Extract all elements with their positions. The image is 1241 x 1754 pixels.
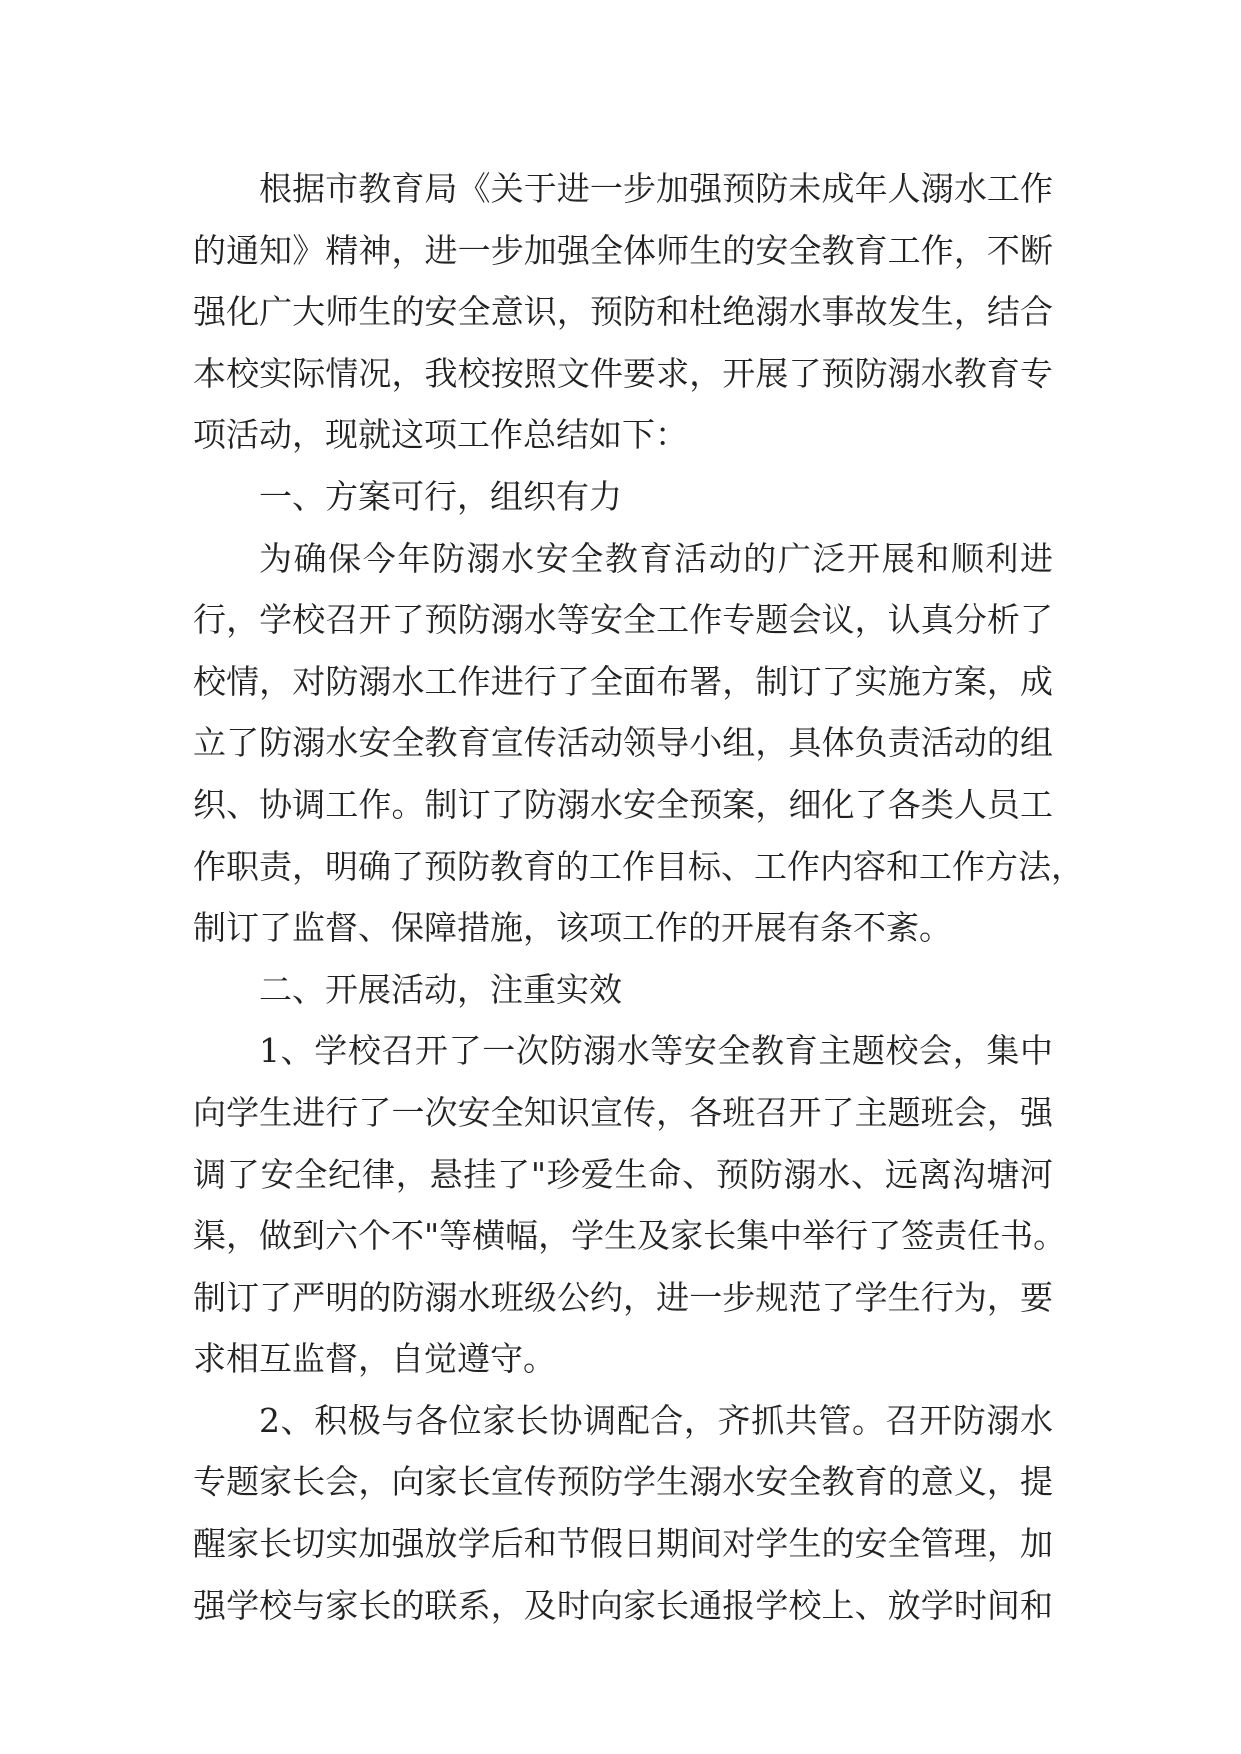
paragraph-line: 2、积极与各位家长协调配合，齐抓共管。召开防溺水 [259, 1400, 1053, 1440]
paragraph-line: 强化广大师生的安全意识，预防和杜绝溺水事故发生，结合 [193, 292, 1053, 332]
paragraph-line: 根据市教育局《关于进一步加强预防未成年人溺水工作 [259, 169, 1053, 208]
paragraph-line: 校情，对防溺水工作进行了全面布署，制订了实施方案，成 [193, 661, 1053, 701]
paragraph-line: 织、协调工作。制订了防溺水安全预案，细化了各类人员工 [193, 784, 1053, 824]
paragraph-line: 本校实际情况，我校按照文件要求，开展了预防溺水教育专 [193, 353, 1053, 393]
paragraph-line: 强学校与家长的联系，及时向家长通报学校上、放学时间和 [193, 1585, 1053, 1625]
paragraph-line: 立了防溺水安全教育宣传活动领导小组，具体负责活动的组 [193, 723, 1053, 763]
paragraph-line: 制订了监督、保障措施，该项工作的开展有条不紊。 [193, 908, 952, 948]
section-heading: 一、方案可行，组织有力 [259, 476, 622, 516]
paragraph-line: 作职责，明确了预防教育的工作目标、工作内容和工作方法， [193, 846, 1084, 886]
paragraph-line: 渠，做到六个不"等横幅，学生及家长集中举行了签责任书。 [193, 1216, 1067, 1256]
document-body [193, 158, 1084, 1636]
paragraph-line: 制订了严明的防溺水班级公约，进一步规范了学生行为，要 [193, 1277, 1053, 1317]
paragraph-line: 1、学校召开了一次防溺水等安全教育主题校会，集中 [259, 1031, 1053, 1071]
paragraph-line: 专题家长会，向家长宣传预防学生溺水安全教育的意义，提 [193, 1462, 1053, 1502]
paragraph-line: 醒家长切实加强放学后和节假日期间对学生的安全管理，加 [193, 1524, 1053, 1564]
paragraph-line: 的通知》精神，进一步加强全体师生的安全教育工作，不断 [193, 230, 1053, 270]
paragraph-line: 项活动，现就这项工作总结如下： [193, 415, 688, 455]
paragraph-line: 行，学校召开了预防溺水等安全工作专题会议，认真分析了 [193, 600, 1053, 640]
section-heading: 二、开展活动，注重实效 [259, 969, 622, 1009]
paragraph-line: 为确保今年防溺水安全教育活动的广泛开展和顺利进 [259, 538, 1053, 578]
paragraph-line: 向学生进行了一次安全知识宣传，各班召开了主题班会，强 [193, 1092, 1053, 1132]
paragraph-line: 求相互监督，自觉遵守。 [193, 1339, 556, 1379]
paragraph-line: 调了安全纪律，悬挂了"珍爱生命、预防溺水、远离沟塘河 [193, 1154, 1053, 1194]
